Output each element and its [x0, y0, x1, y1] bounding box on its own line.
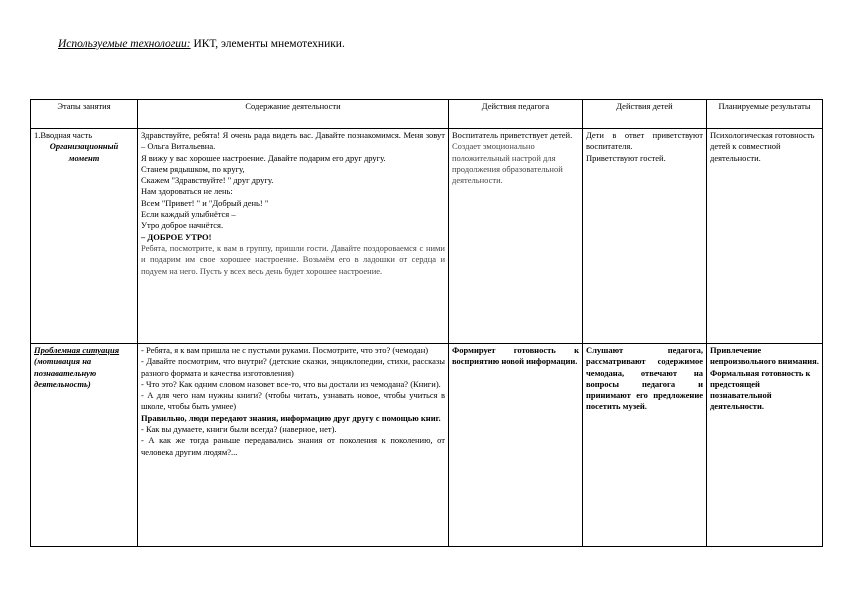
technologies-label: Используемые технологии: [58, 38, 191, 50]
lesson-table [30, 99, 823, 547]
stage-title: Проблемная ситуация [34, 345, 120, 355]
stage-subtitle: Организационный момент [49, 141, 119, 163]
teacher-action: Формирует готовность к восприятию новой информации. [452, 345, 579, 367]
content-line: - Как вы думаете, книги были всегда? (наверное, нет). [141, 424, 337, 435]
children-cell [583, 344, 707, 547]
teacher-cell [449, 344, 583, 547]
content-line: – ДОБРОЕ УТРО! [141, 231, 212, 242]
planned-result: Привлечение непроизвольного внимания. Формальная готовность к предстоящей познавательной деятельности. [710, 345, 819, 412]
stage-cell [31, 344, 138, 547]
planned-result: Психологическая готовность детей к совместной деятельности. [710, 130, 815, 163]
content-line: Утро доброе начнётся. [141, 220, 224, 231]
results-cell [707, 344, 823, 547]
table-row [31, 129, 823, 344]
content-line: Я вижу у вас хорошее настроение. Давайте подарим его друг другу. [141, 152, 386, 163]
teacher-cell [449, 129, 583, 344]
content-line: Скажем "Здравствуйте! " друг другу. [141, 175, 274, 186]
header-children: Действия детей [583, 100, 707, 129]
content-line: Если каждый улыбнётся – [141, 209, 236, 220]
content-line: Здравствуйте, ребята! Я очень рада видеть вас. Давайте познакомимся. Меня зовут – Ольга Витальевна. [141, 130, 445, 152]
technologies-line [58, 38, 345, 50]
content-emphasis: Правильно, люди передают знания, информацию друг другу с помощью книг. [141, 412, 441, 423]
header-results: Планируемые результаты [707, 100, 823, 129]
content-line: - А как же тогда раньше передавались знания от поколения к поколению, от человека другим людям?... [141, 435, 445, 457]
children-action: Слушают педагога, рассматривают содержимое чемодана, отвечают на вопросы педагога и принимают его предложение посетить музей. [586, 345, 703, 412]
content-line: - Давайте посмотрим, что внутри? (детские сказки, энциклопедии, стихи, рассказы разного формата и качества изготовления) [141, 356, 445, 378]
stage-title: 1.Вводная часть [34, 130, 93, 140]
teacher-action: Воспитатель приветствует детей. [452, 130, 573, 140]
stage-subtitle: (мотивация на познавательную деятельность) [34, 356, 97, 389]
content-line: Станем рядышком, по кругу, [141, 163, 245, 174]
table-header-row [31, 100, 823, 129]
content-paragraph: Ребята, посмотрите, к вам в группу, пришли гости. Давайте поздороваемся с ними и подарим им свое хорошее настроение. Возьмём его в ладошки от сердца и подуем на него. Пусть у всех весь день будет хорошее настроение. [141, 242, 445, 276]
stage-cell [31, 129, 138, 344]
content-line: - А для чего нам нужны книги? (чтобы читать, узнавать новое, чтобы учиться в школе, чтобы быть умнее) [141, 390, 445, 412]
header-content: Содержание деятельности [138, 100, 449, 129]
content-line: Нам здороваться не лень: [141, 186, 233, 197]
children-cell [583, 129, 707, 344]
results-cell [707, 129, 823, 344]
children-action: Приветствуют гостей. [586, 152, 666, 163]
header-teacher: Действия педагога [449, 100, 583, 129]
content-cell [138, 344, 449, 547]
technologies-value: ИКТ, элементы мнемотехники. [190, 38, 345, 50]
teacher-action: Создает эмоционально положительный настрой для продолжения образовательной деятельности. [452, 141, 563, 186]
content-line: - Ребята, я к вам пришла не с пустыми руками. Посмотрите, что это? (чемодан) [141, 345, 429, 355]
content-cell [138, 129, 449, 344]
children-action: Дети в ответ приветствуют воспитателя. [586, 130, 703, 152]
content-line: Всем "Привет! " и "Добрый день! " [141, 197, 269, 208]
table-row [31, 344, 823, 547]
header-stages: Этапы занятия [31, 100, 138, 129]
content-line: - Что это? Как одним словом назовет все-то, что вы достали из чемодана? (Книги). [141, 378, 441, 389]
